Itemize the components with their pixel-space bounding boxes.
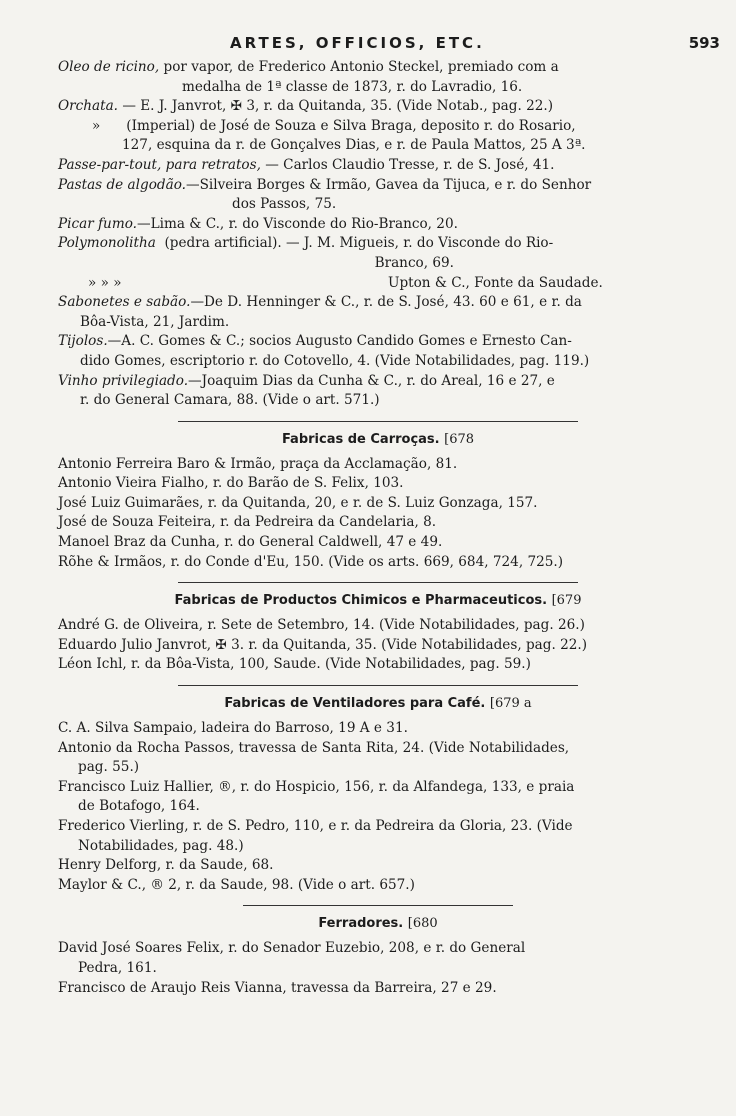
section-heading: Fabricas de Productos Chimicos e Pharmaceuticos. [679 [174,593,582,609]
list-item: Maylor & C., ® 2, r. da Saude, 98. (Vide o art. 657.) [58,876,415,893]
section-carrocas [58,432,698,573]
section-rule [178,582,578,583]
entry-picar-fumo: Picar fumo.—Lima & C., r. do Visconde do Rio-Branco, 20. [58,215,458,232]
list-item: Antonio Vieira Fialho, r. do Barão de S. Felix, 103. [58,475,404,492]
section-rule [243,905,513,906]
list-item: pag. 55.) [78,759,140,776]
list-item: Manoel Braz da Cunha, r. do General Caldwell, 47 e 49. [58,534,443,551]
running-title: ARTES, OFFICIOS, ETC. [230,34,485,52]
entry-sabonetes: Sabonetes e sabão.—De D. Henninger & C., r. de S. José, 43. 60 e 61, e r. da [58,294,582,311]
list-item: Frederico Vierling, r. de S. Pedro, 110, e r. da Pedreira da Gloria, 23. (Vide [58,818,573,834]
list-item: Rõhe & Irmãos, r. do Conde d'Eu, 150. (Vide os arts. 669, 684, 724, 725.) [58,553,564,570]
list-item: Eduardo Julio Janvrot, ✠ 3. r. da Quitanda, 35. (Vide Notabilidades, pag. 22.) [58,636,588,653]
section-heading: Ferradores. [680 [318,916,438,932]
list-item: Francisco de Araujo Reis Vianna, travessa da Barreira, 27 e 29. [58,979,497,996]
list-item: José de Souza Feiteira, r. da Pedreira da Candelaria, 8. [58,514,437,531]
list-item: Léon Ichl, r. da Bôa-Vista, 100, Saude. (Vide Notabilidades, pag. 59.) [58,656,531,673]
list-item: C. A. Silva Sampaio, ladeira do Barroso, 19 A e 31. [58,720,408,737]
list-item: David José Soares Felix, r. do Senador Euzebio, 208, e r. do General [58,940,526,957]
entry-polymonolitha-upton: » » » Upton & C., Fonte da Saudade. [88,274,603,291]
top-entries [58,58,698,411]
section-rule [178,685,578,686]
entry-vinho: Vinho privilegiado.—Joaquim Dias da Cunha & C., r. do Areal, 16 e 27, e [58,372,555,389]
entry-pastas: Pastas de algodão.—Silveira Borges & Irmão, Gavea da Tijuca, e r. do Senhor [58,176,592,193]
running-head [58,34,720,58]
list-item: José Luiz Guimarães, r. da Quitanda, 20, e r. de S. Luiz Gonzaga, 157. [58,494,538,511]
list-item: Antonio da Rocha Passos, travessa de Santa Rita, 24. (Vide Notabilidades, [58,739,570,756]
section-ventiladores [58,696,698,895]
list-item: Pedra, 161. [78,959,157,976]
entry-polymonolitha: Polymonolitha (pedra artificial). — J. M. Migueis, r. do Visconde do Rio- [58,235,554,252]
section-heading: Fabricas de Ventiladores para Café. [679 a [224,696,532,712]
list-item: de Botafogo, 164. [78,798,200,815]
list-item: Francisco Luiz Hallier, ®, r. do Hospicio, 156, r. da Alfandega, 133, e praia [58,778,575,795]
section-chimicos [58,593,698,675]
entry-pastas-cont: dos Passos, 75. [232,196,337,213]
list-item: Antonio Ferreira Baro & Irmão, praça da Acclamação, 81. [58,455,458,472]
list-item: Henry Delforg, r. da Saude, 68. [58,857,274,874]
entry-orchata-imperial: » (Imperial) de José de Souza e Silva Braga, deposito r. do Rosario, [92,117,576,134]
entry-orchata-imperial-cont: 127, esquina da r. de Gonçalves Dias, e r. de Paula Mattos, 25 A 3ª. [122,137,586,154]
entry-passe-par-tout: Passe-par-tout, para retratos, — Carlos Claudio Tresse, r. de S. José, 41. [58,156,555,173]
page-number: 593 [688,34,720,52]
entry-tijolos-cont: dido Gomes, escriptorio r. do Cotovello, 4. (Vide Notabilidades, pag. 119.) [80,352,590,369]
section-heading: Fabricas de Carroças. [678 [281,431,475,447]
entry-vinho-cont: r. do General Camara, 88. (Vide o art. 571.) [80,392,380,409]
entry-sabonetes-cont: Bôa-Vista, 21, Jardim. [80,313,230,330]
list-item: André G. de Oliveira, r. Sete de Setembro, 14. (Vide Notabilidades, pag. 26.) [58,617,585,634]
section-ferradores [58,916,698,998]
directory-page [58,34,720,998]
entry-orchata: Orchata. — E. J. Janvrot, ✠ 3, r. da Quitanda, 35. (Vide Notab., pag. 22.) [58,98,554,115]
entry-polymonolitha-cont: Branco, 69. [374,254,454,271]
section-rule [178,421,578,422]
entry-tijolos: Tijolos.—A. C. Gomes & C.; socios Augusto Candido Gomes e Ernesto Can- [58,333,572,350]
entry-oleo: Oleo de ricino, por vapor, de Frederico Antonio Steckel, premiado com a [58,59,559,75]
entry-oleo-cont: medalha de 1ª classe de 1873, r. do Lavradio, 16. [182,78,523,95]
list-item: Notabilidades, pag. 48.) [78,837,244,854]
